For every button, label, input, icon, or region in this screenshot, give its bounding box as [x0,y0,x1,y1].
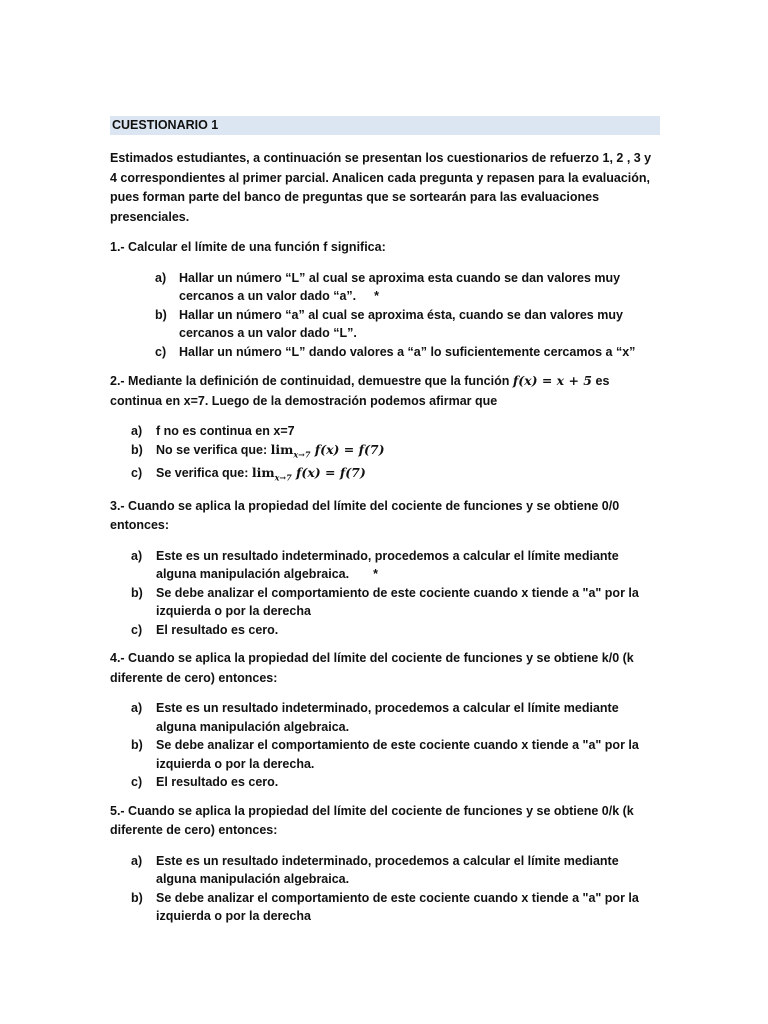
option-letter: b) [131,442,143,457]
intro-paragraph: Estimados estudiantes, a continuación se presentan los cuestionarios de refuerzo 1, 2 , 3 y 4 correspondientes al primer parcial. Analicen cada pregunta y repasen para la evaluación, pues forman parte del banco de preguntas que se sortearán para las evaluaciones presenciales. [110,151,652,224]
limit-expression: $\lim_{x\to 7} f(x) = f(7)$ [270,441,385,459]
question-1-options [110,269,660,362]
limit-expression: $\lim_{x\to 7} f(x) = f(7)$ [251,464,366,482]
option-text: Este es un resultado indeterminado, procedemos a calcular el límite mediante alguna manipulación algebraica. [156,701,619,734]
question-2 [110,371,660,411]
option-text: Hallar un número “a” al cual se aproxima ésta, cuando se dan valores muy cercanos a un valor dado “L”. [179,307,623,340]
option-text: Este es un resultado indeterminado, procedemos a calcular el límite mediante alguna manipulación algebraica. [156,853,619,886]
option-2c [131,464,660,487]
question-5-options [110,852,660,926]
option-letter: b) [131,738,143,752]
function-formula: f(x) = x + 5 [512,373,593,388]
option-3c [131,621,660,640]
option-letter: a) [155,270,167,285]
option-text: f no es continua en x=7 [156,424,295,438]
option-4a [131,699,660,736]
option-text: El resultado es cero. [156,622,279,637]
question-3-options [110,547,660,640]
option-5b [131,889,660,926]
option-letter: b) [131,890,143,905]
question-2-text-before: 2.- Mediante la definición de continuidad, demuestre que la función [110,374,510,388]
option-text: El resultado es cero. [156,775,279,789]
option-text: Se verifica que: [156,465,249,480]
option-letter: a) [131,701,143,715]
option-letter: a) [131,424,143,438]
option-2a [131,422,660,441]
option-letter: c) [131,775,143,789]
option-text: Este es un resultado indeterminado, procedemos a calcular el límite mediante alguna manipulación algebraica. [156,548,619,581]
answer-mark: * [373,567,378,581]
option-3b [131,584,660,621]
option-letter: a) [131,853,143,868]
option-letter: a) [131,548,143,563]
option-text: Hallar un número “L” dando valores a “a” lo suficientemente cercamos a “x” [179,344,636,359]
option-3a [131,547,660,584]
question-1: 1.- Calcular el límite de una función f significa: [110,240,386,254]
option-4b [131,736,660,773]
question-5: 5.- Cuando se aplica la propiedad del límite del cociente de funciones y se obtiene 0/k (k diferente de cero) entonces: [110,803,634,837]
option-5a [131,852,660,889]
question-4: 4.- Cuando se aplica la propiedad del límite del cociente de funciones y se obtiene k/0 (k diferente de cero) entonces: [110,651,634,685]
option-letter: c) [155,344,167,359]
option-text: Se debe analizar el comportamiento de este cociente cuando x tiende a "a" por la izquierda o por la derecha. [156,738,639,771]
option-text: No se verifica que: [156,442,268,457]
option-2b [131,441,660,464]
option-letter: c) [131,465,143,480]
question-2-options [110,422,660,487]
question-4-options [110,699,660,792]
question-2-text-after: es continua en x=7. Luego de la demostración podemos afirmar que [110,374,610,408]
option-1b [155,306,660,343]
answer-mark: * [374,289,380,303]
option-letter: b) [155,307,167,322]
option-text: Hallar un número “L” al cual se aproxima esta cuando se dan valores muy cercanos a un valor dado “a”. [179,270,621,303]
question-3: 3.- Cuando se aplica la propiedad del límite del cociente de funciones y se obtiene 0/0 entonces: [110,498,620,532]
option-letter: b) [131,585,143,600]
option-letter: c) [131,622,143,637]
option-1c [155,343,660,362]
option-1a [155,269,660,306]
option-text: Se debe analizar el comportamiento de este cociente cuando x tiende a "a" por la izquierda o por la derecha [156,585,639,618]
section-title: CUESTIONARIO 1 [110,116,660,135]
option-text: Se debe analizar el comportamiento de este cociente cuando x tiende a "a" por la izquierda o por la derecha [156,890,639,923]
option-4c [131,773,660,792]
